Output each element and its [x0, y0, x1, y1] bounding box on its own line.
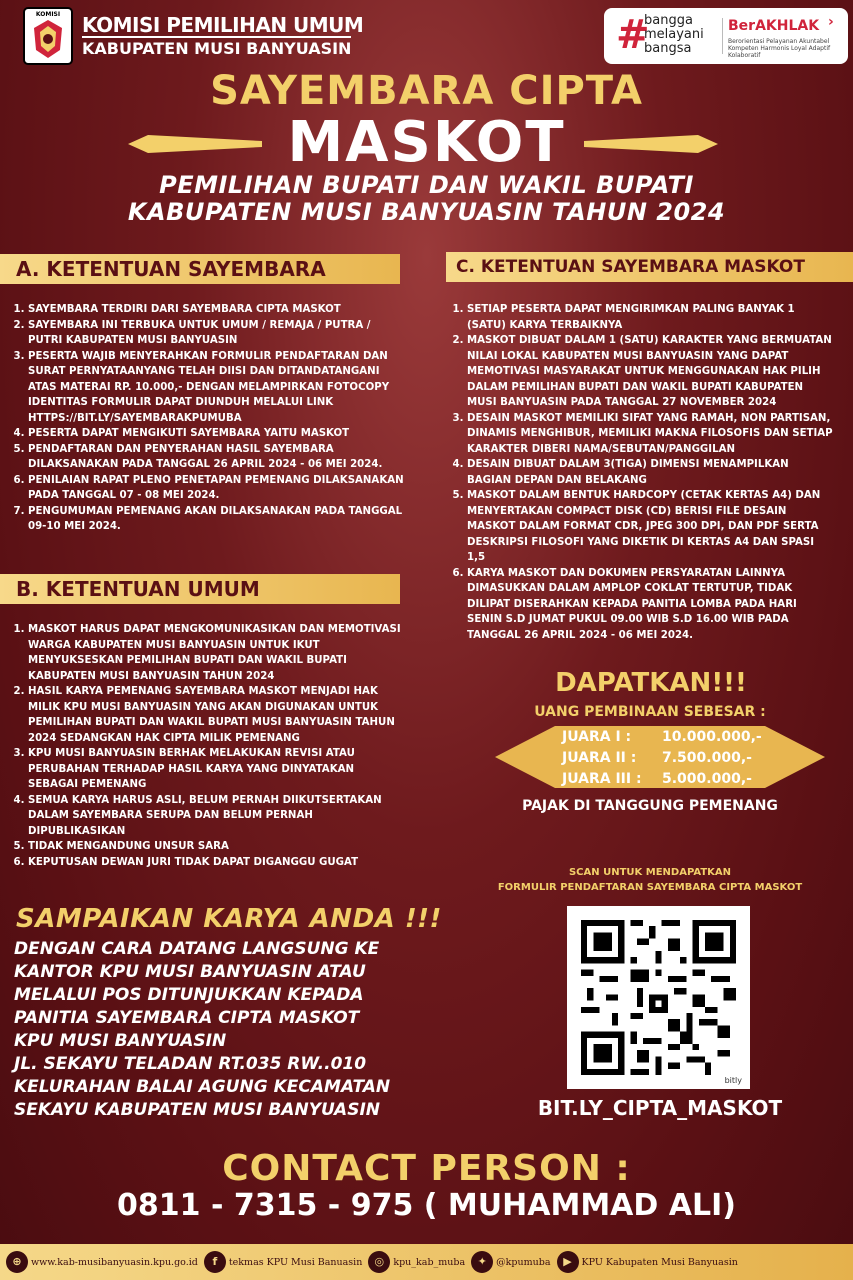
- footer: [0, 1244, 853, 1280]
- bangga-melayani-badge: [604, 8, 848, 64]
- footer-instagram[interactable]: [368, 1251, 465, 1273]
- send-line: KELURAHAN BALAI AGUNG KECAMATAN: [14, 1077, 391, 1097]
- badge-divider: [722, 18, 723, 54]
- subtitle-line1: PEMILIHAN BUPATI DAN WAKIL BUPATI: [159, 171, 694, 199]
- badge-line: bangga: [644, 13, 693, 28]
- footer-instagram-label: kpu_kab_muba: [393, 1256, 466, 1268]
- footer-website-label: www.kab-musibanyuasin.kpu.go.id: [31, 1256, 198, 1268]
- berakhlak-logo: BerAKHLAK: [728, 18, 820, 34]
- contact-number[interactable]: 0811 - 7315 - 975 ( MUHAMMAD ALI): [117, 1188, 736, 1223]
- prize-row: [562, 769, 792, 790]
- scan-line2: FORMULIR PENDAFTARAN SAYEMBARA CIPTA MASKOT: [497, 882, 803, 893]
- section-a-list: [14, 302, 404, 535]
- list-item: 5. MASKOT DALAM BENTUK HARDCOPY (CETAK KERTAS A4) DAN MENYERTAKAN COMPACT DISK (CD) BERISI FILE DESAIN MASKOT DALAM FORMAT CDR, JPEG 300 DPI, DAN PDF SERTA DESKRIPSI FILOSOFI YANG DIKETIK DI KERTAS A4 DAN SPASI 1,5: [467, 488, 833, 566]
- logo-text-top: KOMISI: [35, 11, 61, 18]
- list-item: 1. SETIAP PESERTA DAPAT MENGIRIMKAN PALING BANYAK 1 (SATU) KARYA TERBAIKNYA: [467, 302, 833, 333]
- kpu-title-line1: KOMISI PEMILIHAN UMUM: [82, 13, 364, 37]
- qr-code[interactable]: [567, 906, 750, 1089]
- badge-line: melayani: [644, 27, 704, 42]
- list-item: 1. MASKOT HARUS DAPAT MENGKOMUNIKASIKAN DAN MEMOTIVASI WARGA KABUPATEN MUSI BANYUASIN UNTUK IKUT MENYUKSESKAN PEMILIHAN BUPATI DAN WAKIL BUPATI KABUPATEN MUSI BANYUASIN TAHUN 2024: [28, 622, 404, 684]
- subtitle: [0, 172, 853, 226]
- list-item: 3. KPU MUSI BANYUASIN BERHAK MELAKUKAN REVISI ATAU PERUBAHAN TERHADAP HASIL KARYA YANG DINYATAKAN SEBAGAI PEMENANG: [28, 746, 404, 793]
- qr-pattern: [581, 920, 736, 1075]
- subtitle-line2: KABUPATEN MUSI BANYUASIN TAHUN 2024: [127, 198, 726, 226]
- prize-value: 7.500.000,-: [662, 750, 752, 766]
- prize-subheading: UANG PEMBINAAN SEBESAR :: [534, 704, 766, 720]
- footer-youtube[interactable]: [557, 1251, 738, 1273]
- tax-note: PAJAK DI TANGGUNG PEMENANG: [522, 798, 778, 814]
- prize-label: JUARA I :: [562, 729, 632, 745]
- prize-row: [562, 748, 792, 769]
- section-a-heading: A. KETENTUAN SAYEMBARA: [0, 254, 400, 284]
- scan-instruction: [470, 865, 830, 895]
- send-line: DENGAN CARA DATANG LANGSUNG KE: [14, 939, 380, 959]
- footer-youtube-label: KPU Kabupaten Musi Banyuasin: [581, 1256, 738, 1268]
- section-b-list: [14, 622, 404, 870]
- send-line: PANITIA SAYEMBARA CIPTA MASKOT: [14, 1008, 360, 1028]
- send-line: KPU MUSI BANYUASIN: [14, 1031, 227, 1051]
- kpu-title-line2: KABUPATEN MUSI BANYUASIN: [82, 36, 351, 59]
- kpu-title: [82, 14, 382, 59]
- list-item: 6. KEPUTUSAN DEWAN JURI TIDAK DAPAT DIGANGGU GUGAT: [28, 855, 404, 871]
- list-item: 6. KARYA MASKOT DAN DOKUMEN PERSYARATAN LAINNYA DIMASUKKAN DALAM AMPLOP COKLAT TERTUTUP, TIDAK DILIPAT DISERAHKAN KEPADA PANITIA LOMBA PADA HARI SENIN S.D JUMAT PUKUL 09.00 WIB S.D 16.00 WIB PADA TANGGAL 26 APRIL 2024 - 06 MEI 2024.: [467, 566, 833, 644]
- list-item: 4. DESAIN DIBUAT DALAM 3(TIGA) DIMENSI MENAMPILKAN BAGIAN DEPAN DAN BELAKANG: [467, 457, 833, 488]
- send-line: JL. SEKAYU TELADAN RT.035 RW..010: [14, 1054, 367, 1074]
- footer-twitter-label: @kpumuba: [496, 1256, 551, 1268]
- send-instructions: [14, 938, 484, 1122]
- list-item: 5. TIDAK MENGANDUNG UNSUR SARA: [28, 839, 404, 855]
- prize-table: [562, 727, 792, 790]
- prize-row: [562, 727, 792, 748]
- send-line: KANTOR KPU MUSI BANYUASIN ATAU: [14, 962, 366, 982]
- section-b-heading: B. KETENTUAN UMUM: [0, 574, 400, 604]
- list-item: 3. PESERTA WAJIB MENYERAHKAN FORMULIR PENDAFTARAN DAN SURAT PERNYATAANYANG TELAH DIISI DAN DITANDATANGANI ATAS MATERAI RP. 10.000,- DENGAN MELAMPIRKAN FOTOCOPY IDENTITAS FORMULIR DAPAT DIUNDUH MELALUI LINK HTTPS://BIT.LY/SAYEMBARAKPUMUBA: [28, 349, 404, 427]
- section-c-list: [453, 302, 833, 643]
- prize-value: 5.000.000,-: [662, 771, 752, 787]
- prize-heading: DAPATKAN!!!: [555, 668, 747, 698]
- list-item: 3. DESAIN MASKOT MEMILIKI SIFAT YANG RAMAH, NON PARTISAN, DINAMIS MENGHIBUR, MEMILIKI MAKNA FILOSOFIS DAN SETIAP KARAKTER DIBERI NAMA/SEBUTAN/PANGGILAN: [467, 411, 833, 458]
- scan-line1: SCAN UNTUK MENDAPATKAN: [568, 867, 732, 878]
- section-c-heading: C. KETENTUAN SAYEMBARA MASKOT: [446, 252, 853, 282]
- chevron-right-icon: ›: [828, 14, 834, 30]
- list-item: 7. PENGUMUMAN PEMENANG AKAN DILAKSANAKAN PADA TANGGAL 09-10 MEI 2024.: [28, 504, 404, 535]
- title-line1: SAYEMBARA CIPTA: [210, 68, 643, 114]
- prize-label: JUARA III :: [562, 771, 642, 787]
- list-item: 5. PENDAFTARAN DAN PENYERAHAN HASIL SAYEMBARA DILAKSANAKAN PADA TANGGAL 26 APRIL 2024 - 06 MEI 2024.: [28, 442, 404, 473]
- badge-slogan: [644, 14, 704, 56]
- facebook-icon: f: [204, 1251, 226, 1273]
- list-item: 6. PENILAIAN RAPAT PLENO PENETAPAN PEMENANG DILAKSANAKAN PADA TANGGAL 07 - 08 MEI 2024.: [28, 473, 404, 504]
- list-item: 2. HASIL KARYA PEMENANG SAYEMBARA MASKOT MENJADI HAK MILIK KPU MUSI BANYUASIN YANG AKAN DIGUNAKAN UNTUK PEMILIHAN BUPATI DAN WAKIL BUPATI MUSI BANYUASIN TAHUN 2024 SEDANGKAN HAK CIPTA MILIK PEMENANG: [28, 684, 404, 746]
- instagram-icon: ◎: [368, 1251, 390, 1273]
- list-item: 1. SAYEMBARA TERDIRI DARI SAYEMBARA CIPTA MASKOT: [28, 302, 404, 318]
- badge-line: bangsa: [644, 41, 692, 56]
- footer-facebook[interactable]: [204, 1251, 362, 1273]
- prize-label: JUARA II :: [562, 750, 637, 766]
- kpu-logo: [22, 6, 74, 66]
- footer-twitter[interactable]: [471, 1251, 550, 1273]
- twitter-icon: ✦: [471, 1251, 493, 1273]
- footer-website[interactable]: [6, 1251, 198, 1273]
- list-item: 2. MASKOT DIBUAT DALAM 1 (SATU) KARAKTER YANG BERMUATAN NILAI LOKAL KABUPATEN MUSI BANYUASIN YANG DAPAT MEMOTIVASI MASYARAKAT UNTUK MENGGUNAKAN HAK PILIH DALAM PEMILIHAN BUPATI DAN WAKIL BUPATI KABUPATEN MUSI BANYUASIN PADA TANGGAL 27 NOVEMBER 2024: [467, 333, 833, 411]
- globe-icon: ⊕: [6, 1251, 28, 1273]
- contact-heading: CONTACT PERSON :: [222, 1148, 631, 1189]
- hash-icon: #: [616, 12, 650, 58]
- list-item: 4. PESERTA DAPAT MENGIKUTI SAYEMBARA YAITU MASKOT: [28, 426, 404, 442]
- prize-value: 10.000.000,-: [662, 729, 762, 745]
- send-line: MELALUI POS DITUNJUKKAN KEPADA: [14, 985, 364, 1005]
- send-line: SEKAYU KABUPATEN MUSI BANYUASIN: [14, 1100, 380, 1120]
- qr-link[interactable]: BIT.LY_CIPTA_MASKOT: [537, 1096, 783, 1120]
- title-line2: MASKOT: [287, 110, 566, 175]
- bitly-mark: bitly: [724, 1076, 742, 1085]
- youtube-icon: ▶: [557, 1251, 579, 1273]
- send-heading: SAMPAIKAN KARYA ANDA !!!: [16, 904, 442, 934]
- list-item: 2. SAYEMBARA INI TERBUKA UNTUK UMUM / REMAJA / PUTRA / PUTRI KABUPATEN MUSI BANYUASIN: [28, 318, 404, 349]
- list-item: 4. SEMUA KARYA HARUS ASLI, BELUM PERNAH DIIKUTSERTAKAN DALAM SAYEMBARA SERUPA DAN BELUM PERNAH DIPUBLIKASIKAN: [28, 793, 404, 840]
- footer-facebook-label: tekmas KPU Musi Banuasin: [228, 1256, 363, 1268]
- berakhlak-subtitle: Berorientasi Pelayanan Akuntabel Kompeten Harmonis Loyal Adaptif Kolaboratif: [728, 38, 831, 59]
- arrow-right-decoration: [584, 133, 718, 155]
